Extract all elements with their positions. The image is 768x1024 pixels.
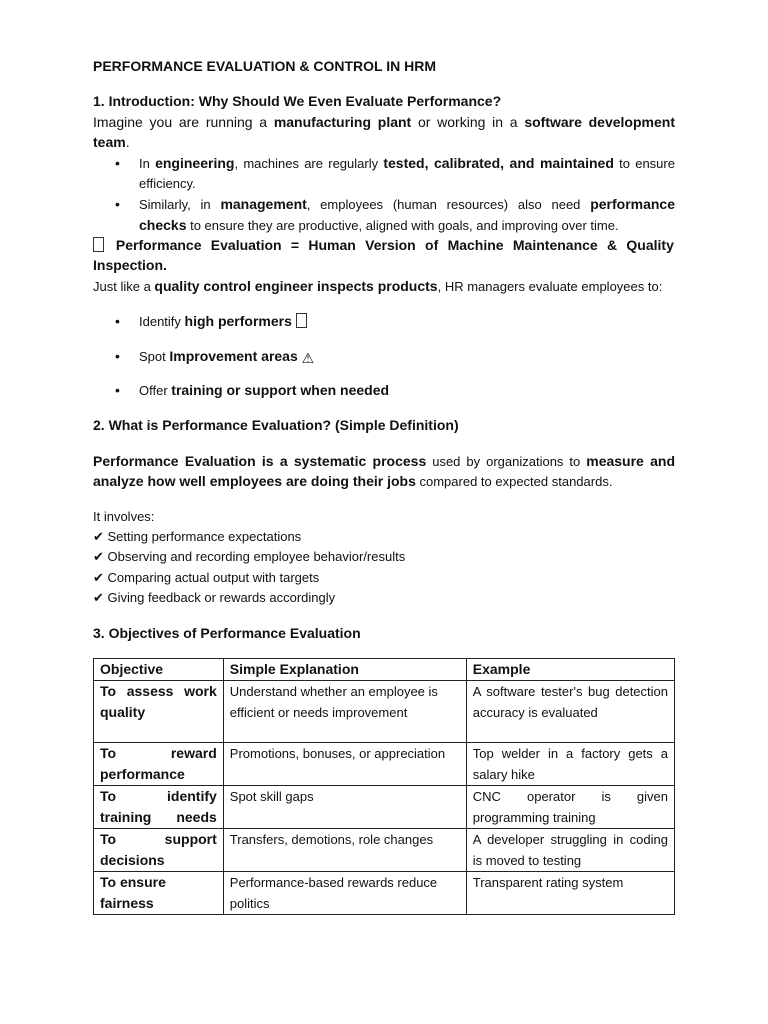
bullet-text-bold: training or support when needed xyxy=(171,382,390,398)
bullet-text xyxy=(139,311,675,332)
bullet-text-bold: Improvement areas xyxy=(169,348,298,364)
table-cell-example: A developer struggling in coding is moved to testing xyxy=(466,829,674,872)
table-header-cell: Objective xyxy=(94,659,224,681)
definition-line-2 xyxy=(93,471,675,492)
intro-line-2 xyxy=(93,132,675,152)
table-cell-example: CNC operator is given programming training xyxy=(466,786,674,829)
table-row xyxy=(94,743,675,786)
definition-line-1 xyxy=(93,451,675,472)
bullet-text-bold: checks xyxy=(139,217,187,233)
equation-line-1 xyxy=(93,235,675,255)
table-cell-text: To assess work quality xyxy=(100,683,217,720)
table-cell-explanation: Promotions, bonuses, or appreciation xyxy=(223,743,466,786)
table-cell-objective xyxy=(94,786,224,829)
table-row xyxy=(94,681,675,743)
table-cell-example: Top welder in a factory gets a salary hike xyxy=(466,743,674,786)
missing-glyph-icon xyxy=(296,313,307,328)
table-cell-example: Transparent rating system xyxy=(466,872,674,915)
bullet-text-part: to ensure they are productive, aligned with goals, and improving over time. xyxy=(186,218,619,233)
equation-line-2: Inspection. xyxy=(93,257,167,273)
intro-text: or working in a xyxy=(411,114,525,130)
bullet-text-part: , machines are regularly xyxy=(234,156,384,171)
bullet-text xyxy=(139,346,675,368)
intro-bold: software development xyxy=(524,114,675,130)
table-cell-text: To support decisions xyxy=(100,831,217,868)
section-3-heading: 3. Objectives of Performance Evaluation xyxy=(93,625,361,641)
bullet-icon: • xyxy=(115,348,120,364)
intro-text: . xyxy=(125,134,130,150)
table-header-cell: Example xyxy=(466,659,674,681)
bullet-text-part: Identify xyxy=(139,314,185,329)
section-2-heading: 2. What is Performance Evaluation? (Simple Definition) xyxy=(93,417,459,433)
check-item: ✔ Setting performance expectations xyxy=(93,529,302,544)
table-cell-explanation: Spot skill gaps xyxy=(223,786,466,829)
bullet-icon: • xyxy=(115,382,120,398)
bullet-text: efficiency. xyxy=(139,176,196,191)
table-cell-objective xyxy=(94,743,224,786)
table-cell-explanation: Performance-based rewards reduce politics xyxy=(223,872,466,915)
bullet-text xyxy=(139,380,675,401)
table-cell-example: A software tester's bug detection accuracy is evaluated xyxy=(466,681,674,743)
bullet-icon: • xyxy=(115,196,120,212)
definition-bold: measure and xyxy=(586,453,675,469)
bullet-text-part: , employees (human resources) also need xyxy=(306,197,591,212)
bullet-text-part: Spot xyxy=(139,349,170,364)
document-title: PERFORMANCE EVALUATION & CONTROL IN HRM xyxy=(93,58,436,74)
intro-bold: team xyxy=(93,134,126,150)
bullet-text-bold: tested, calibrated, and maintained xyxy=(383,155,614,171)
definition-text: used by organizations to xyxy=(426,454,587,469)
table-cell-text: To identify training needs xyxy=(100,788,217,825)
bullet-text-bold: engineering xyxy=(155,155,235,171)
missing-glyph-icon xyxy=(93,237,104,252)
definition-bold: Performance Evaluation is a systematic process xyxy=(93,453,427,469)
bullet-text xyxy=(139,215,675,236)
bullet-icon: • xyxy=(115,313,120,329)
definition-bold: analyze how well employees are doing their jobs xyxy=(93,473,416,489)
table-cell-text: To reward performance xyxy=(100,745,217,782)
table-cell-objective xyxy=(94,681,224,743)
text-part: Just like a xyxy=(93,279,155,294)
text-bold: quality control engineer inspects products xyxy=(154,278,438,294)
check-item: ✔ Comparing actual output with targets xyxy=(93,570,320,585)
warning-icon: ⚠ xyxy=(301,350,315,366)
section-1-heading: 1. Introduction: Why Should We Even Evaluate Performance? xyxy=(93,93,502,109)
bullet-text xyxy=(139,194,675,215)
bullet-text xyxy=(139,153,675,174)
check-item: ✔ Observing and recording employee behavior/results xyxy=(93,549,406,564)
equation-text: Performance Evaluation = Human Version of Machine Maintenance & Quality xyxy=(115,237,674,253)
definition-text: compared to expected standards. xyxy=(415,474,613,489)
table-cell-objective xyxy=(94,829,224,872)
bullet-text-part: to ensure xyxy=(613,156,675,171)
intro-line-1 xyxy=(93,112,675,132)
bullet-text-part: In xyxy=(139,156,156,171)
bullet-text-bold: performance xyxy=(590,196,675,212)
table-header-row xyxy=(94,659,675,681)
bullet-icon: • xyxy=(115,155,120,171)
text-part: , HR managers evaluate employees to: xyxy=(437,279,663,294)
check-item: ✔ Giving feedback or rewards accordingly xyxy=(93,590,336,605)
table-row xyxy=(94,829,675,872)
intro-bold: manufacturing plant xyxy=(273,114,412,130)
involves-label: It involves: xyxy=(93,509,155,524)
bullet-text-bold: management xyxy=(220,196,307,212)
just-like-line xyxy=(93,276,675,297)
bullet-text-bold: high performers xyxy=(184,313,292,329)
bullet-text-part: Similarly, in xyxy=(139,197,221,212)
table-cell-explanation: Transfers, demotions, role changes xyxy=(223,829,466,872)
table-cell-objective: To ensure fairness xyxy=(94,872,224,915)
bullet-text-part: Offer xyxy=(139,383,172,398)
intro-text: Imagine you are running a xyxy=(93,114,274,130)
table-cell-explanation: Understand whether an employee is efficient or needs improvement xyxy=(223,681,466,743)
objectives-table xyxy=(93,658,675,915)
table-row xyxy=(94,872,675,915)
table-row xyxy=(94,786,675,829)
table-header-cell: Simple Explanation xyxy=(223,659,466,681)
